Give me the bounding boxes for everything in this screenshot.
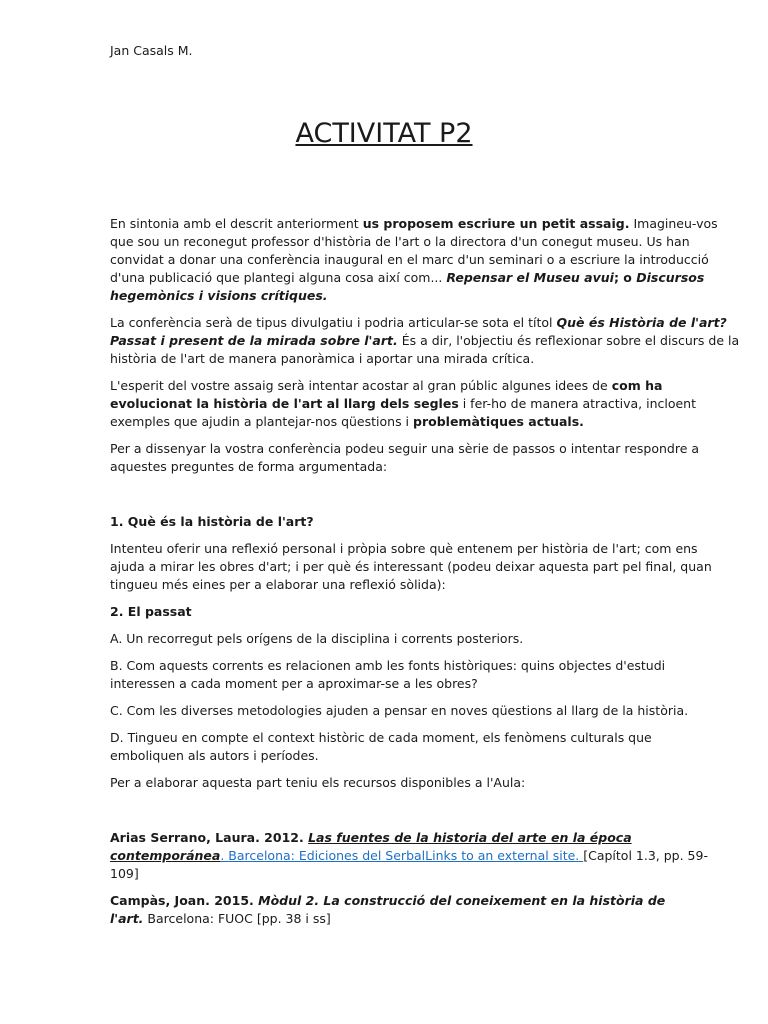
intro-line-2: que sou un reconegut professor d'història de l'art o la directora d'un conegut museu. Us han	[110, 234, 690, 249]
ref-title: l'art.	[110, 911, 144, 926]
item-a: A. Un recorregut pels orígens de la disciplina i corrents posteriors.	[110, 631, 524, 646]
p2-bold-italic: Passat i present de la mirada sobre l'art.	[110, 333, 398, 348]
section-1-line-3: tingueu més eines per a elaborar una reflexió sòlida):	[110, 577, 446, 592]
p2-text: La conferència serà de tipus divulgatiu i podria articular-se sota el títol	[110, 315, 557, 330]
intro-bold: us proposem escriure un petit assaig.	[362, 216, 630, 231]
resources-intro: Per a elaborar aquesta part teniu els recursos disponibles a l'Aula:	[110, 775, 526, 790]
ref-1-line-2	[110, 847, 708, 865]
intro-bold: ; o	[613, 270, 637, 285]
intro-line-1	[110, 215, 718, 233]
ref-pages: [Capítol 1.3, pp. 59-	[583, 848, 708, 863]
p2-line-2	[110, 332, 739, 350]
ref-1-line-3: 109]	[110, 866, 139, 881]
author-name: Jan Casals M.	[110, 43, 193, 58]
section-heading: 1. Què és la història de l'art?	[110, 514, 314, 529]
ref-title: contemporánea	[110, 848, 221, 863]
p3-bold: evolucionat la història de l'art al llarg dels segles	[110, 396, 459, 411]
section-1-heading	[110, 513, 314, 531]
item-b-line-2: interessen a cada moment per a aproximar-se a les obres?	[110, 676, 478, 691]
section-heading: 2. El passat	[110, 604, 192, 619]
ref-title: Las fuentes de la historia del arte en la época	[308, 830, 632, 845]
p4-line-1: Per a dissenyar la vostra conferència podeu seguir una sèrie de passos o intentar respondre a	[110, 441, 700, 456]
intro-line-5: hegemònics i visions crítiques.	[110, 288, 328, 303]
p3-text: L'esperit del vostre assaig serà intentar acostar al gran públic algunes idees de	[110, 378, 612, 393]
p3-line-3	[110, 413, 584, 431]
intro-text: En sintonia amb el descrit anteriorment	[110, 216, 363, 231]
publisher-link[interactable]: Barcelona: Ediciones del Serbal	[228, 848, 426, 863]
p3-text: exemples que ajudin a plantejar-nos qüestions i	[110, 414, 414, 429]
ref-publisher: Barcelona: FUOC [pp. 38 i ss]	[143, 911, 331, 926]
ref-author: Campàs, Joan. 2015.	[110, 893, 259, 908]
item-d-line-2: emboliquen als autors i períodes.	[110, 748, 319, 763]
ref-title: Mòdul 2. La construcció del coneixement en la història de	[258, 893, 666, 908]
intro-text: Imagineu-vos	[629, 216, 718, 231]
ref-1-line-1	[110, 829, 632, 847]
ref-link-dot[interactable]: .	[220, 848, 229, 863]
p3-bold: com ha	[611, 378, 663, 393]
p4-line-2: aquestes preguntes de forma argumentada:	[110, 459, 388, 474]
section-1-line-1: Intenteu oferir una reflexió personal i pròpia sobre què entenem per història de l'art; com ens	[110, 541, 698, 556]
p3-text: i fer-ho de manera atractiva, incloent	[458, 396, 697, 411]
section-1-line-2: ajuda a mirar les obres d'art; i per què és interessant (podeu deixar aquesta part pel final, quan	[110, 559, 712, 574]
intro-text: d'una publicació que plantegi alguna cosa així com...	[110, 270, 447, 285]
intro-line-4	[110, 269, 704, 287]
external-site-link[interactable]: Links to an external site.	[425, 848, 584, 863]
section-2-heading	[110, 603, 192, 621]
p2-line-1	[110, 314, 727, 332]
intro-bold-italic: Discursos	[636, 270, 705, 285]
p2-text: És a dir, l'objectiu és reflexionar sobre el discurs de la	[397, 333, 740, 348]
ref-2-line-2	[110, 910, 331, 928]
page-title: ACTIVITAT P2	[295, 118, 473, 149]
p3-line-2	[110, 395, 696, 413]
p2-bold-italic: Què és Història de l'art?	[556, 315, 727, 330]
item-b-line-1: B. Com aquests corrents es relacionen amb les fonts històriques: quins objectes d'estudi	[110, 658, 666, 673]
p3-line-1	[110, 377, 662, 395]
ref-author: Arias Serrano, Laura. 2012.	[110, 830, 309, 845]
item-d-line-1: D. Tingueu en compte el context històric de cada moment, els fenòmens culturals que	[110, 730, 652, 745]
item-c: C. Com les diverses metodologies ajuden a pensar en noves qüestions al llarg de la història.	[110, 703, 689, 718]
p3-bold: problemàtiques actuals.	[413, 414, 584, 429]
intro-line-3: convidat a donar una conferència inaugural en el marc d'un seminari o a escriure la introducció	[110, 252, 709, 267]
ref-2-line-1	[110, 892, 665, 910]
intro-bold-italic: Repensar el Museu avui	[446, 270, 614, 285]
p2-line-3: història de l'art de manera panoràmica i aportar una mirada crítica.	[110, 351, 535, 366]
